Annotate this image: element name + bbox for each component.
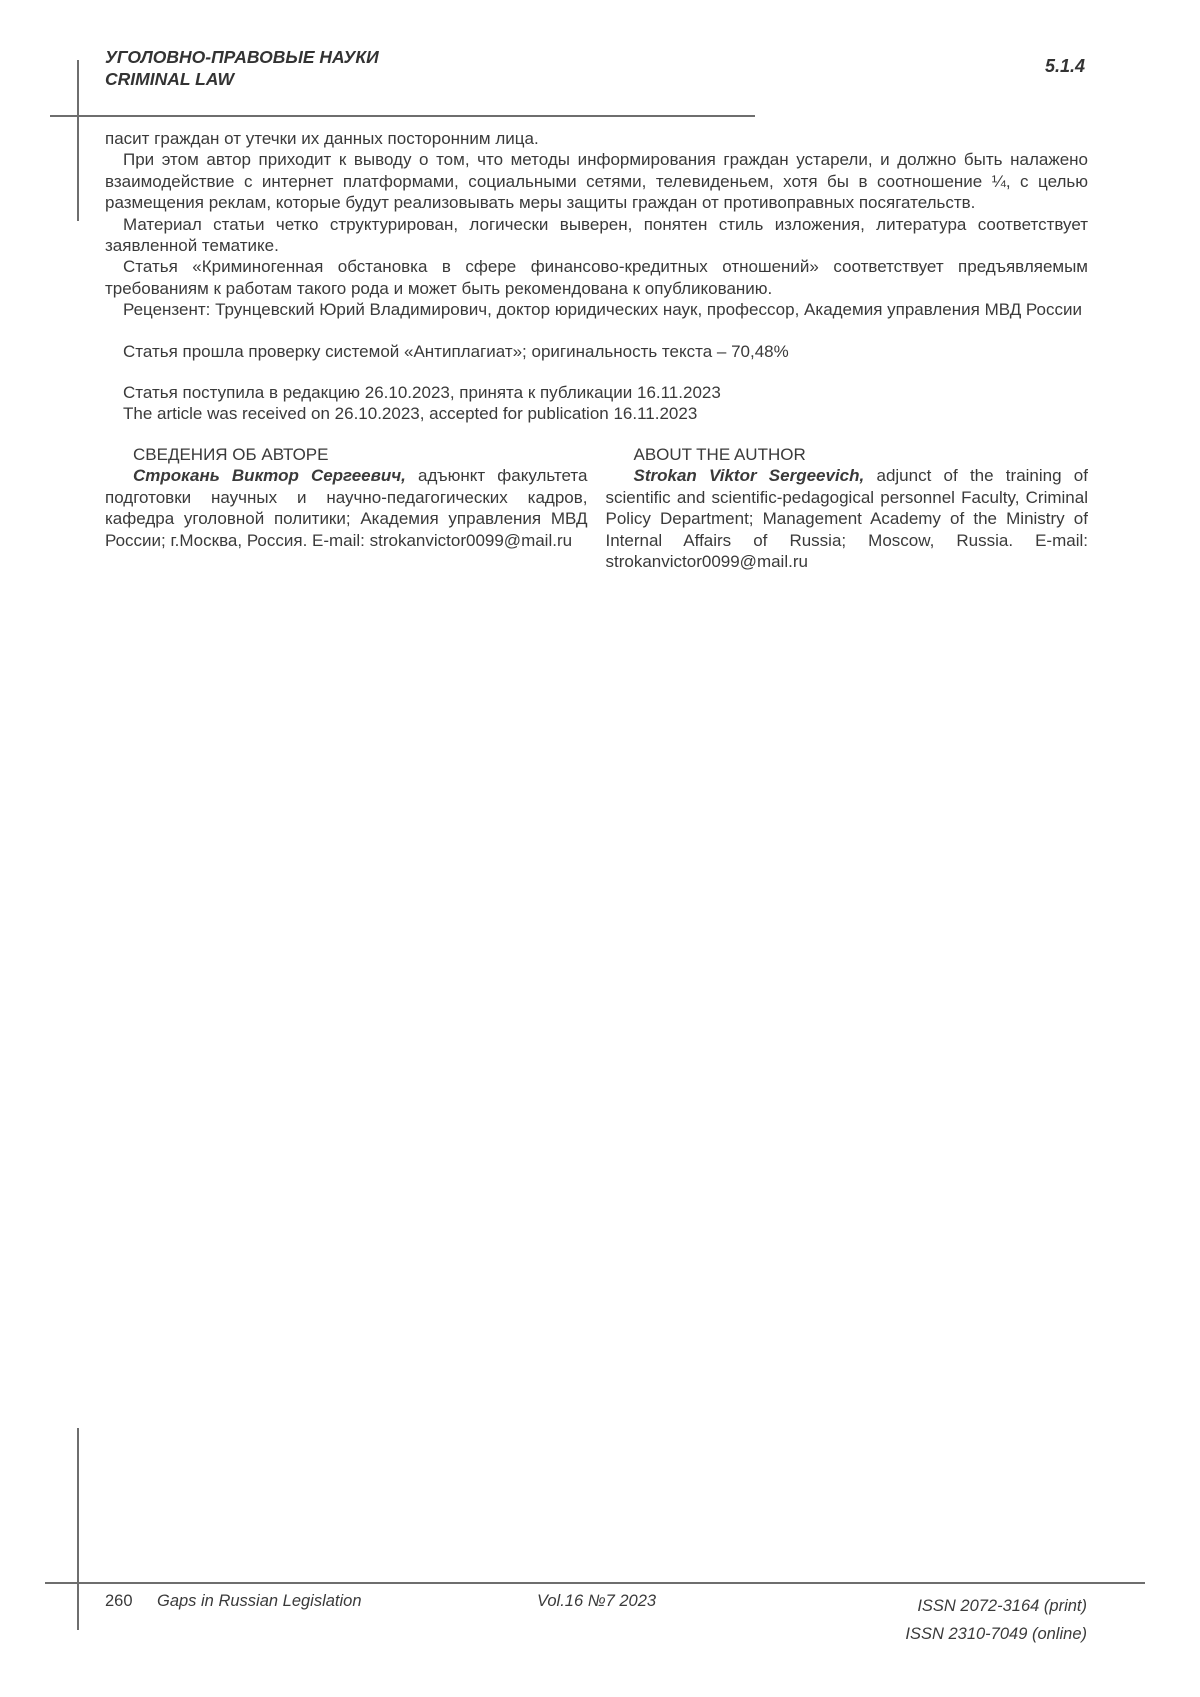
bottom-margin-rule-vertical [77,1428,79,1630]
issn-print: ISSN 2072-3164 (print) [917,1597,1087,1615]
issn-online: ISSN 2310-7049 (online) [905,1625,1087,1643]
section-title-en: CRIMINAL LAW [105,69,234,89]
header-divider-rule [50,115,755,117]
reviewer-paragraph: Рецензент: Трунцевский Юрий Владимирович, доктор юридических наук, профессор, Академия управления МВД России [123,300,1082,320]
page-number: 260 [105,1592,133,1610]
about-author-text-ru [105,465,588,551]
about-author-heading-ru: СВЕДЕНИЯ ОБ АВТОРЕ [133,444,329,464]
classification-code: 5.1.4 [1044,56,1085,76]
about-author-ru [105,444,588,572]
issn-block [905,1592,1087,1648]
page-header [105,46,379,90]
body-paragraph-continuation: пасит граждан от утечки их данных посторонним лица. [105,129,539,148]
received-date-ru: Статья поступила в редакцию 26.10.2023, принята к публикации 16.11.2023 [123,383,721,403]
body-paragraph: При этом автор приходит к выводу о том, что методы информирования граждан устарели, и должно быть налажено взаимодействие с интернет платформами, социальными сетями, телевиденьем, хотя бы в соотношение ¼, с целью размещения реклам, которые будут реализовывать меры защиты граждан от противоправных посягательств. [105,150,1088,213]
author-name-en: Strokan Viktor Sergeevich, [633,466,865,486]
author-affiliation-en: adjunct of the training of scientific and scientific-pedagogical personnel Faculty, Criminal Policy Department; Management Academy of the Ministry of Internal Affairs of Russia; Moscow, Russia. E-mail: strokanvictor0099@mail.ru [605,466,1088,571]
about-author-text-en [606,465,1089,572]
journal-title: Gaps in Russian Legislation [157,1592,362,1610]
about-author-section [105,444,1088,572]
issue-info: Vol.16 №7 2023 [536,1592,657,1610]
footer-divider-rule [45,1582,1145,1584]
author-name-ru: Строкань Виктор Сергеевич, [133,466,406,486]
author-affiliation-ru: адъюнкт факультета подготовки научных и научно-педагогических кадров, кафедра уголовной политики; Академия управления МВД России; г.Москва, Россия. E-mail: strokanvictor0099@mail.ru [105,466,588,550]
top-margin-rule-vertical [77,60,79,221]
body-paragraph: Материал статьи четко структурирован, логически выверен, понятен стиль изложения, литература соответствует заявленной тематике. [105,214,1088,256]
antiplagiat-note: Статья прошла проверку системой «Антиплагиат»; оригинальность текста – 70,48% [123,341,789,361]
about-author-heading-en: ABOUT THE AUTHOR [633,444,806,464]
section-title-ru: УГОЛОВНО-ПРАВОВЫЕ НАУКИ [105,47,379,67]
received-dates-block [105,382,1088,425]
received-date-en: The article was received on 26.10.2023, accepted for publication 16.11.2023 [123,404,698,424]
about-author-en [606,444,1089,572]
article-body [105,128,1088,572]
body-paragraph: Статья «Криминогенная обстановка в сфере финансово-кредитных отношений» соответствует предъявляемым требованиям к работам такого рода и может быть рекомендована к опубликованию. [105,257,1088,298]
